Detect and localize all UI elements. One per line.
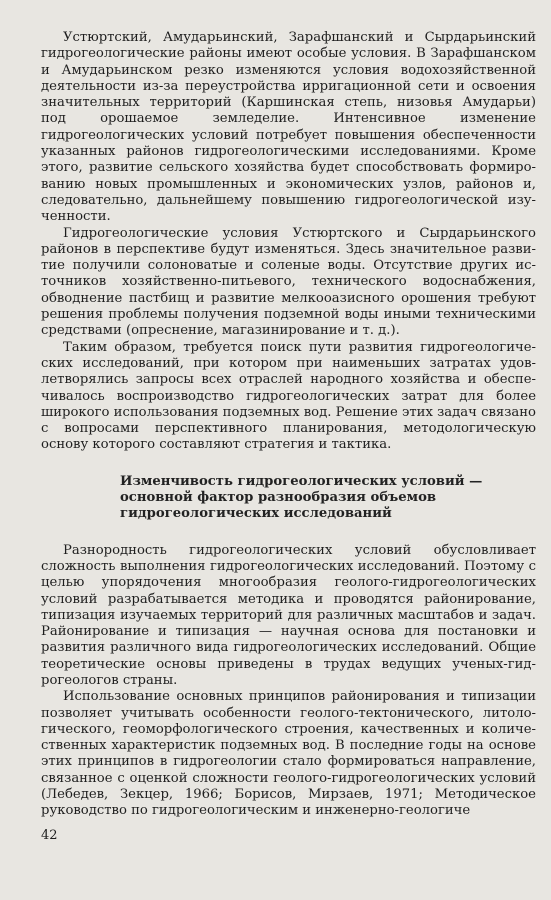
page-number: 42	[41, 828, 58, 843]
paragraph-ustyurt-syrdarya-conditions: Гидрогеологические условия Устюртского и Сырдарьинского районов в перспективе будут изменяться. Здесь значительное развитие получили солоноватые и соленые воды. Отсутствие других источников хозяйственно-питьевого, технического водоснабжения, обводнение пастбищ и развитие мелкооазисного орошения требуют решения проблемы получения подземной воды иными техническими средствами (опреснение, магазинирование и т. д.).	[41, 225, 536, 339]
section-heading: Изменчивость гидрогеологических условий — основной фактор разнообразия объемов гидрогеологических исследований	[120, 473, 483, 522]
paragraph-regions-special-conditions: Устюртский, Амударьинский, Зарафшанский и Сырдарьинский гидрогеологические районы имеют особые условия. В Зарафшанском и Амударьинском резко изменяются условия водохозяйственной деятельности из-за переустройства ирригационной сети и освоения значительных территорий (Каршинская степь, низовья Амударьи) под орошаемое земледелие. Интенсивное изменение гидрогеологических условий потребует повышения обеспеченности указанных районов гидрогеологическими исследованиями. Кроме этого, развитие сельского хозяйства будет способствовать формированию новых промышленных и экономических узлов, районов и, следовательно, дальнейшему повышению гидрогеологической изученности.	[41, 30, 536, 225]
paragraph-heterogeneity-conditions: Разнородность гидрогеологических условий обусловливает сложность выполнения гидрогеологических исследований. Поэтому с целью упорядочения многообразия геолого-гидрогеологических условий разрабатывается методика и проводятся районирование, типизация изучаемых территорий для различных масштабов и задач. Районирование и типизация — научная основа для постановки и развития различного вида гидрогеологических исследований. Общие теоретические основы приведены в трудах ведущих ученых-гидрогеологов страны.	[41, 542, 536, 688]
paragraph-research-development-path: Таким образом, требуется поиск пути развития гидрогеологических исследований, при котором при наименьших затратах удовлетворялись запросы всех отраслей народного хозяйства и обеспечивалось воспроизводство гидрогеологических затрат для более широкого использования подземных вод. Решение этих задач связано с вопросами перспективного планирования, методологическую основу которого составляют стратегия и тактика.	[41, 339, 536, 453]
paragraph-zoning-principles: Использование основных принципов районирования и типизации позволяет учитывать особенности геолого-тектонического, литологического, геоморфологического строения, качественных и количественных характеристик подземных вод. В последние годы на основе этих принципов в гидрогеологии стало формироваться направление, связанное с оценкой сложности геолого-гидрогеологических условий (Лебедев, Зекцер, 1966; Борисов, Мирзаев, 1971; Методическое руководство по гидрогеологическим и инженерно-геологиче	[41, 689, 536, 819]
